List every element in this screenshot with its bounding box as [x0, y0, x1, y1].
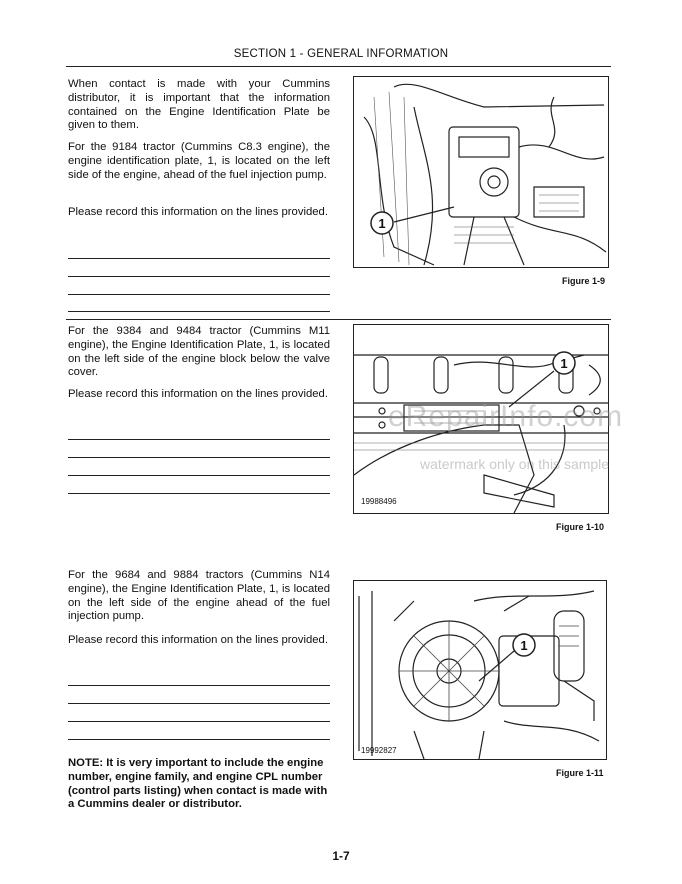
record-line [68, 721, 330, 722]
record-line [68, 475, 330, 476]
figure-1-9-engine-image [353, 76, 609, 268]
section-divider [66, 319, 611, 320]
record-line [68, 276, 330, 277]
record-line [68, 311, 330, 312]
record-line [68, 258, 330, 259]
watermark-logo: eRepairInfo.com [388, 400, 624, 433]
important-note: NOTE: It is very important to include the engine number, engine family, and engine CPL number (control parts listing) when contact is made with a Cummins dealer or distributor. [68, 757, 328, 811]
page-number: 1-7 [332, 849, 350, 863]
figure-1-10-part-number: 19988496 [361, 497, 397, 506]
figure-1-11-part-number: 19992827 [361, 746, 397, 755]
intro-paragraph: When contact is made with your Cummins distributor, it is important that the information contained on the Engine Identification Plate be given to them. [68, 78, 330, 132]
record-line [68, 493, 330, 494]
figure-1-11-engine-image [353, 580, 607, 760]
m11-location-paragraph: For the 9384 and 9484 tractor (Cummins M11 engine), the Engine Identification Plate, 1, is located on the left side of the engine block below the valve cover. [68, 325, 330, 379]
record-line [68, 294, 330, 295]
c83-location-paragraph: For the 9184 tractor (Cummins C8.3 engine), the engine identification plate, 1, is located on the left side of the engine, ahead of the fuel injection pump. [68, 141, 330, 181]
record-line [68, 703, 330, 704]
n14-record-instruction: Please record this information on the lines provided. [68, 634, 328, 646]
m11-record-instruction: Please record this information on the lines provided. [68, 388, 328, 400]
c83-record-instruction: Please record this information on the lines provided. [68, 206, 328, 218]
figure-1-10-callout: 1 [560, 356, 568, 371]
figure-1-10-caption: Figure 1-10 [556, 522, 605, 532]
record-line [68, 439, 330, 440]
record-line [68, 457, 330, 458]
figure-1-11-caption: Figure 1-11 [556, 768, 604, 778]
figure-1-9-callout: 1 [378, 216, 386, 231]
watermark-text: watermark only on this sample [420, 456, 610, 472]
header-rule [66, 66, 611, 67]
section-header: SECTION 1 - GENERAL INFORMATION [233, 48, 449, 60]
figure-1-9-caption: Figure 1-9 [562, 276, 606, 286]
record-line [68, 739, 330, 740]
record-line [68, 685, 330, 686]
figure-1-11-callout: 1 [520, 638, 528, 653]
n14-location-paragraph: For the 9684 and 9884 tractors (Cummins N14 engine), the Engine Identification Plate, 1, is located on the left side of the engine ahead of the fuel injection pump. [68, 569, 330, 623]
